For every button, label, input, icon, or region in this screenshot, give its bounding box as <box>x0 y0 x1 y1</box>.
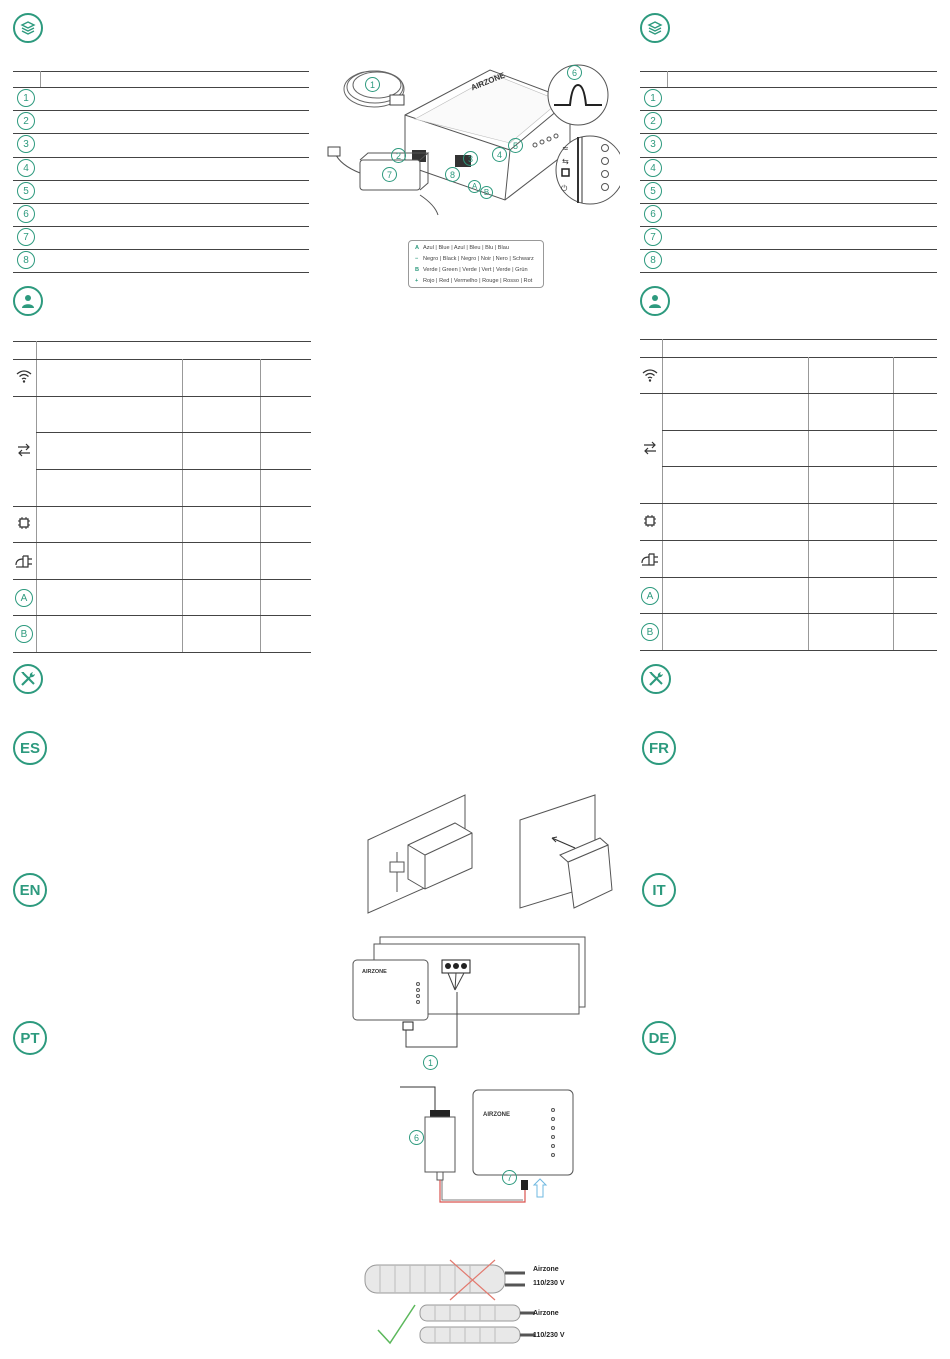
cable-label: Airzone <box>533 1266 559 1273</box>
part-number: 4 <box>17 159 35 177</box>
callout: 7 <box>382 167 397 182</box>
psu-callout: 6 <box>409 1130 424 1145</box>
jack-callout: 7 <box>502 1170 517 1185</box>
part-number: 7 <box>644 228 662 246</box>
callout: 2 <box>391 148 406 163</box>
led-b-badge: B <box>641 623 659 641</box>
bus-wiring-illustration <box>350 932 590 1072</box>
layers-icon <box>640 13 670 43</box>
power-wiring-illustration <box>395 1082 580 1212</box>
callout: 3 <box>463 151 478 166</box>
brand-logo: AIRZONE <box>469 70 507 93</box>
tools-icon <box>641 664 671 694</box>
part-number: 1 <box>17 89 35 107</box>
callout: 5 <box>508 138 523 153</box>
part-number: 6 <box>644 205 662 223</box>
chip-icon <box>643 514 657 533</box>
bus-callout: 1 <box>423 1055 438 1070</box>
device-illustration <box>320 55 620 235</box>
wall-mount-illustration <box>360 790 620 915</box>
callout: A <box>468 180 481 193</box>
layers-icon <box>13 13 43 43</box>
lang-fr-badge: FR <box>642 731 676 765</box>
wire-color-legend: A Azul | Blue | Azul | Bleu | Blu | Blau − Negro | Black | Negro | Noir | Nero | Schwarz B Verde | Green | Verde | Vert | Verde | Grün + Rojo | Red | Vermelho | Rouge | Rosso | Rot <box>408 240 544 288</box>
part-number: 8 <box>17 251 35 269</box>
part-number: 7 <box>17 228 35 246</box>
lang-it-badge: IT <box>642 873 676 907</box>
data-transfer-icon <box>642 441 658 460</box>
power-plug-icon <box>640 549 660 572</box>
user-icon <box>640 286 670 316</box>
callout: 1 <box>365 77 380 92</box>
part-number: 5 <box>17 182 35 200</box>
svg-text:⇆: ⇆ <box>562 157 569 166</box>
chip-icon <box>17 516 31 535</box>
led-a-badge: A <box>641 587 659 605</box>
svg-text:⏻: ⏻ <box>561 184 568 193</box>
wifi-icon <box>641 367 659 388</box>
led-a-badge: A <box>15 589 33 607</box>
user-icon <box>13 286 43 316</box>
tools-icon <box>13 664 43 694</box>
data-transfer-icon <box>16 443 32 462</box>
part-number: 3 <box>17 135 35 153</box>
cable-label: 110/230 V <box>533 1280 565 1287</box>
brand-logo-small: AIRZONE <box>362 969 387 975</box>
part-number: 8 <box>644 251 662 269</box>
part-number: 3 <box>644 135 662 153</box>
callout: 6 <box>567 65 582 80</box>
callout: B <box>480 186 493 199</box>
cable-separation-illustration <box>360 1255 590 1350</box>
cable-label: Airzone <box>533 1310 559 1317</box>
svg-text:≈: ≈ <box>562 144 569 153</box>
lang-de-badge: DE <box>642 1021 676 1055</box>
wifi-icon <box>15 368 33 389</box>
part-number: 5 <box>644 182 662 200</box>
part-number: 4 <box>644 159 662 177</box>
part-number: 2 <box>644 112 662 130</box>
cable-label: 110/230 V <box>533 1332 565 1339</box>
part-number: 6 <box>17 205 35 223</box>
part-number: 2 <box>17 112 35 130</box>
led-b-badge: B <box>15 625 33 643</box>
brand-logo-small: AIRZONE <box>483 1112 510 1118</box>
lang-es-badge: ES <box>13 731 47 765</box>
lang-pt-badge: PT <box>13 1021 47 1055</box>
lang-en-badge: EN <box>13 873 47 907</box>
callout: 4 <box>492 147 507 162</box>
power-plug-icon <box>14 551 34 574</box>
callout: 8 <box>445 167 460 182</box>
part-number: 1 <box>644 89 662 107</box>
